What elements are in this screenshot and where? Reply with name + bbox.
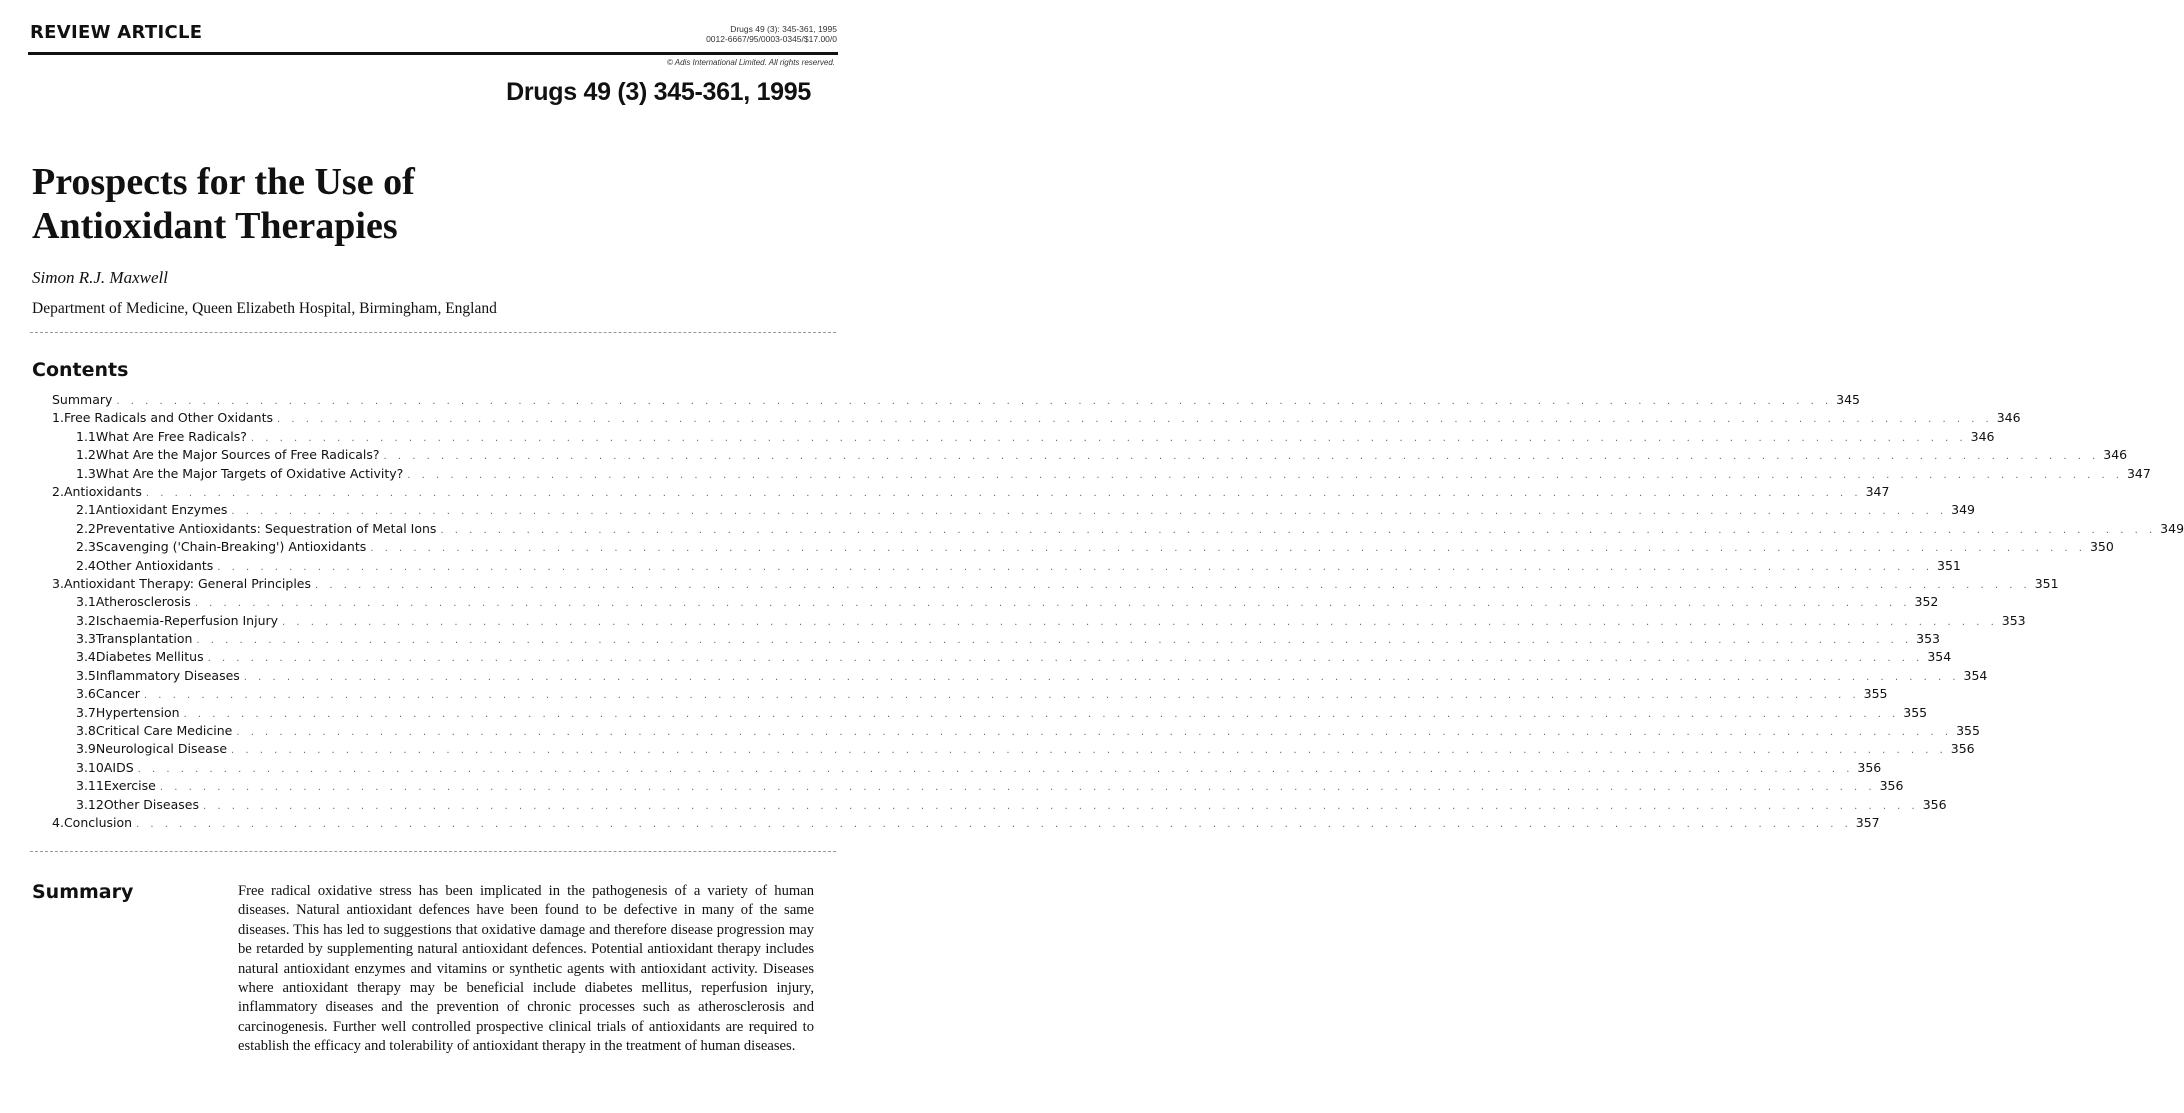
toc-entry-number: 1.1 (76, 428, 96, 444)
toc-entry-page: 352 (1914, 594, 1939, 610)
toc-entry-page: 349 (1951, 502, 1975, 518)
toc-entry-number: 2. (52, 483, 64, 499)
toc-entry-label: Antioxidant Therapy: General Principles (63, 575, 312, 591)
toc-leader-dots: . . . . . . . . . . . . . . . . . . . . . . . . . . . . . . . . . . . . . . . . . . . . . . . . . . . . . . . . . . . . . . . . . . . . . . . . . . . . . . . . . . . . . . . . . . . . . . . . . . . . . . . . . . . . . . . . . . . . . . . . (196, 635, 1913, 647)
toc-entry (52, 447, 2128, 465)
toc-leader-dots: . . . . . . . . . . . . . . . . . . . . . . . . . . . . . . . . . . . . . . . . . . . . . . . . . . . . . . . . . . . . . . . . . . . . . . . . . . . . . . . . . . . . . . . . . . . . . . . . . . . . . . . . . . . . . . . . . . . . . . . . (315, 579, 2031, 591)
journal-meta (706, 24, 837, 44)
toc-entry-page: 357 (1855, 814, 1880, 830)
author-name: Simon R.J. Maxwell (32, 268, 168, 287)
toc-entry-label: Other Diseases (103, 796, 199, 812)
journal-meta-line1: Drugs 49 (3): 345-361, 1995 (730, 24, 837, 34)
article-title: Prospects for the Use of Antioxidant Therapies (32, 161, 415, 247)
toc-leader-dots: . . . . . . . . . . . . . . . . . . . . . . . . . . . . . . . . . . . . . . . . . . . . . . . . . . . . . . . . . . . . . . . . . . . . . . . . . . . . . . . . . . . . . . . . . . . . . . . . . . . . . . . . . . . . . . . . . . . . . . . . (231, 745, 1947, 757)
toc-entry-number: 3.10 (76, 759, 104, 775)
toc-entry-number: 2.2 (76, 520, 96, 536)
toc-entry-page: 346 (1996, 410, 2021, 426)
toc-entry (52, 704, 1928, 723)
toc-entry (52, 557, 1961, 576)
toc-entry (52, 759, 1882, 778)
toc-entry-page: 347 (2126, 465, 2151, 481)
toc-entry-label: AIDS (103, 759, 134, 775)
toc-entry-number: 3.7 (76, 704, 96, 720)
divider-bottom (30, 851, 836, 852)
toc-entry (52, 428, 1995, 447)
toc-entry (52, 594, 1939, 612)
toc-entry (52, 741, 1975, 759)
toc-entry-number: 3.2 (76, 612, 96, 628)
toc-leader-dots: . . . . . . . . . . . . . . . . . . . . . . . . . . . . . . . . . . . . . . . . . . . . . . . . . . . . . . . . . . . . . . . . . . . . . . . . . . . . . . . . . . . . . . . . . . . . . . . . . . . . . . . . . . . . . . . . . . . . . . . . (159, 782, 1876, 794)
toc-entry-page: 355 (1903, 704, 1928, 720)
toc-entry (52, 796, 1947, 815)
toc-entry-number: 2.3 (76, 539, 96, 555)
toc-entry-number: 3.3 (76, 631, 96, 647)
toc-entry-page: 356 (1950, 741, 1975, 757)
toc-entry-page: 356 (1922, 796, 1947, 812)
citation-stamp: Drugs 49 (3) 345-361, 1995 (506, 78, 811, 106)
toc-entry-label: Preventative Antioxidants: Sequestration of Metal Ions (95, 520, 437, 536)
toc-entry-page: 356 (1879, 778, 1904, 794)
toc-entry-label: Antioxidants (63, 483, 142, 499)
toc-leader-dots: . . . . . . . . . . . . . . . . . . . . . . . . . . . . . . . . . . . . . . . . . . . . . . . . . . . . . . . . . . . . . . . . . . . . . . . . . . . . . . . . . . . . . . . . . . . . . . . . . . . . . . . . . . . . . . . . . . . . . . . . (183, 708, 1900, 720)
toc-leader-dots: . . . . . . . . . . . . . . . . . . . . . . . . . . . . . . . . . . . . . . . . . . . . . . . . . . . . . . . . . . . . . . . . . . . . . . . . . . . . . . . . . . . . . . . . . . . . . . . . . . . . . . . . . . . . . . . . . . . . . . . . (116, 396, 1833, 407)
toc-entry (52, 520, 2184, 539)
toc-leader-dots: . . . . . . . . . . . . . . . . . . . . . . . . . . . . . . . . . . . . . . . . . . . . . . . . . . . . . . . . . . . . . . . . . . . . . . . . . . . . . . . . . . . . . . . . . . . . . . . . . . . . . . . . . . . . . . . . . . . . . . . . (145, 487, 1862, 499)
toc-entry (52, 649, 1952, 667)
toc-entry-page: 346 (2103, 447, 2128, 463)
toc-leader-dots: . . . . . . . . . . . . . . . . . . . . . . . . . . . . . . . . . . . . . . . . . . . . . . . . . . . . . . . . . . . . . . . . . . . . . . . . . . . . . . . . . . . . . . . . . . . . . . . . . . . . . . . . . . . . . . . . . . . . . . . . (407, 469, 2123, 481)
toc-entry-label: Critical Care Medicine (95, 723, 233, 739)
toc-entry-number: 3.1 (76, 594, 96, 610)
toc-leader-dots: . . . . . . . . . . . . . . . . . . . . . . . . . . . . . . . . . . . . . . . . . . . . . . . . . . . . . . . . . . . . . . . . . . . . . . . . . . . . . . . . . . . . . . . . . . . . . . . . . . . . . . . . . . . . . . . . . . . . . . . . (217, 561, 1933, 573)
toc-leader-dots: . . . . . . . . . . . . . . . . . . . . . . . . . . . . . . . . . . . . . . . . . . . . . . . . . . . . . . . . . . . . . . . . . . . . . . . . . . . . . . . . . . . . . . . . . . . . . . . . . . . . . . . . . . . . . . . . . . . . . . . . (440, 524, 2157, 536)
toc-entry-page: 347 (1865, 483, 1890, 499)
toc-entry (52, 539, 2114, 557)
summary-heading: Summary (32, 881, 134, 903)
toc-entry-page: 356 (1857, 759, 1882, 775)
toc-entry-number: 3.8 (76, 723, 96, 739)
toc-entry-number: 2.4 (76, 557, 96, 573)
toc-entry (52, 686, 1888, 704)
toc-leader-dots: . . . . . . . . . . . . . . . . . . . . . . . . . . . . . . . . . . . . . . . . . . . . . . . . . . . . . . . . . . . . . . . . . . . . . . . . . . . . . . . . . . . . . . . . . . . . . . . . . . . . . . . . . . . . . . . . . . . . . . . . (282, 616, 1998, 628)
toc-entry-label: Antioxidant Enzymes (95, 502, 228, 518)
toc-entry-number: 3.11 (76, 778, 104, 794)
toc-entry (52, 631, 1940, 649)
toc-entry-label: What Are Free Radicals? (95, 428, 247, 444)
toc-entry-page: 354 (1963, 667, 1988, 683)
toc-leader-dots: . . . . . . . . . . . . . . . . . . . . . . . . . . . . . . . . . . . . . . . . . . . . . . . . . . . . . . . . . . . . . . . . . . . . . . . . . . . . . . . . . . . . . . . . . . . . . . . . . . . . . . . . . . . . . . . . . . . . . . . . (231, 506, 1948, 518)
toc-entry-page: 351 (2034, 575, 2059, 591)
toc-entry-page: 346 (1970, 428, 1995, 444)
table-of-contents (52, 392, 2184, 833)
toc-entry-number: 1.2 (76, 447, 96, 463)
toc-entry-number: 4. (52, 814, 64, 830)
toc-entry-number: 3.12 (76, 796, 104, 812)
toc-entry (52, 612, 2026, 631)
header-rule (28, 52, 838, 55)
toc-entry-number: 1. (52, 410, 64, 426)
toc-leader-dots: . . . . . . . . . . . . . . . . . . . . . . . . . . . . . . . . . . . . . . . . . . . . . . . . . . . . . . . . . . . . . . . . . . . . . . . . . . . . . . . . . . . . . . . . . . . . . . . . . . . . . . . . . . . . . . . . . . . . . . . . (207, 653, 1924, 665)
toc-leader-dots: . . . . . . . . . . . . . . . . . . . . . . . . . . . . . . . . . . . . . . . . . . . . . . . . . . . . . . . . . . . . . . . . . . . . . . . . . . . . . . . . . . . . . . . . . . . . . . . . . . . . . . . . . . . . . . . . . . . . . . . . (243, 671, 1960, 683)
toc-entry (52, 667, 1988, 686)
contents-heading: Contents (32, 359, 129, 381)
toc-entry-label: Free Radicals and Other Oxidants (63, 410, 274, 426)
toc-entry-label: Summary (52, 392, 113, 407)
toc-entry-label: Conclusion (63, 814, 133, 830)
toc-entry-label: Neurological Disease (95, 741, 228, 757)
toc-entry-page: 349 (2160, 520, 2184, 536)
author-affiliation: Department of Medicine, Queen Elizabeth Hospital, Birmingham, England (32, 300, 497, 317)
toc-entry-number: 3.4 (76, 649, 96, 665)
toc-entry-label: Scavenging ('Chain-Breaking') Antioxidants (95, 539, 367, 555)
toc-entry-number: 2.1 (76, 502, 96, 518)
copyright-notice: © Adis International Limited. All rights reserved. (666, 58, 835, 67)
toc-entry-label: What Are the Major Targets of Oxidative Activity? (95, 465, 404, 481)
toc-entry-page: 354 (1927, 649, 1952, 665)
toc-entry-page: 355 (1956, 723, 1980, 739)
toc-entry-page: 350 (2089, 539, 2114, 555)
section-label: REVIEW ARTICLE (30, 22, 203, 43)
toc-entry (52, 410, 2021, 428)
toc-entry-page: 351 (1937, 557, 1961, 573)
toc-entry-number: 3. (52, 575, 64, 591)
toc-leader-dots: . . . . . . . . . . . . . . . . . . . . . . . . . . . . . . . . . . . . . . . . . . . . . . . . . . . . . . . . . . . . . . . . . . . . . . . . . . . . . . . . . . . . . . . . . . . . . . . . . . . . . . . . . . . . . . . . . . . . . . . . (143, 690, 1860, 702)
toc-entry (52, 778, 1904, 796)
toc-entry-label: Atherosclerosis (95, 594, 191, 610)
toc-entry (52, 483, 1890, 502)
toc-entry-label: Ischaemia-Reperfusion Injury (95, 612, 279, 628)
toc-entry-label: What Are the Major Sources of Free Radicals? (95, 447, 380, 463)
toc-entry (52, 502, 1975, 520)
toc-entry-number: 1.3 (76, 465, 96, 481)
toc-leader-dots: . . . . . . . . . . . . . . . . . . . . . . . . . . . . . . . . . . . . . . . . . . . . . . . . . . . . . . . . . . . . . . . . . . . . . . . . . . . . . . . . . . . . . . . . . . . . . . . . . . . . . . . . . . . . . . . . . . . . . . . . (250, 432, 1967, 444)
toc-entry (52, 575, 2059, 594)
journal-meta-line2: 0012-6667/95/0003-0345/$17.00/0 (706, 34, 837, 44)
toc-leader-dots: . . . . . . . . . . . . . . . . . . . . . . . . . . . . . . . . . . . . . . . . . . . . . . . . . . . . . . . . . . . . . . . . . . . . . . . . . . . . . . . . . . . . . . . . . . . . . . . . . . . . . . . . . . . . . . . . . . . . . . . . (137, 763, 1854, 775)
toc-leader-dots: . . . . . . . . . . . . . . . . . . . . . . . . . . . . . . . . . . . . . . . . . . . . . . . . . . . . . . . . . . . . . . . . . . . . . . . . . . . . . . . . . . . . . . . . . . . . . . . . . . . . . . . . . . . . . . . . . . . . . . . . (194, 598, 1911, 610)
toc-entry-label: Hypertension (95, 704, 180, 720)
toc-entry-page: 353 (2001, 612, 2026, 628)
toc-leader-dots: . . . . . . . . . . . . . . . . . . . . . . . . . . . . . . . . . . . . . . . . . . . . . . . . . . . . . . . . . . . . . . . . . . . . . . . . . . . . . . . . . . . . . . . . . . . . . . . . . . . . . . . . . . . . . . . . . . . . . . . . (277, 414, 1993, 426)
toc-entry-page: 353 (1916, 631, 1940, 647)
toc-entry-page: 345 (1836, 392, 1860, 407)
toc-entry (52, 814, 1880, 833)
toc-entry (52, 465, 2151, 484)
toc-entry-number: 3.5 (76, 667, 96, 683)
toc-entry-label: Exercise (103, 778, 156, 794)
summary-text: Free radical oxidative stress has been implicated in the pathogenesis of a variety of human diseases. Natural antioxidant defences have been found to be defective in many of the same diseases. This has led to suggestions that oxidative damage and therefore disease progression may be retarded by supplementing natural antioxidant defences. Potential antioxidant therapy includes natural antioxidant enzymes and vitamins or synthetic agents with antioxidant activity. Diseases where antioxidant therapy may be beneficial include diabetes mellitus, reperfusion injury, inflammatory diseases and the prevention of chronic processes such as atherosclerosis and carcinogenesis. Further well controlled prospective clinical trials of antioxidants are required to establish the efficacy and tolerability of antioxidant therapy in the treatment of human diseases. (238, 883, 814, 1055)
toc-leader-dots: . . . . . . . . . . . . . . . . . . . . . . . . . . . . . . . . . . . . . . . . . . . . . . . . . . . . . . . . . . . . . . . . . . . . . . . . . . . . . . . . . . . . . . . . . . . . . . . . . . . . . . . . . . . . . . . . . . . . . . . . (370, 543, 2086, 555)
toc-entry-number: 3.6 (76, 686, 96, 702)
toc-entry-label: Transplantation (95, 631, 193, 647)
toc-entry (52, 723, 1980, 741)
toc-entry-label: Diabetes Mellitus (95, 649, 204, 665)
toc-entry-label: Cancer (95, 686, 140, 702)
toc-entry-label: Inflammatory Diseases (95, 667, 240, 683)
toc-leader-dots: . . . . . . . . . . . . . . . . . . . . . . . . . . . . . . . . . . . . . . . . . . . . . . . . . . . . . . . . . . . . . . . . . . . . . . . . . . . . . . . . . . . . . . . . . . . . . . . . . . . . . . . . . . . . . . . . . . . . . . . . (203, 800, 1919, 812)
toc-leader-dots: . . . . . . . . . . . . . . . . . . . . . . . . . . . . . . . . . . . . . . . . . . . . . . . . . . . . . . . . . . . . . . . . . . . . . . . . . . . . . . . . . . . . . . . . . . . . . . . . . . . . . . . . . . . . . . . . . . . . . . . . (136, 818, 1852, 830)
divider-top (30, 332, 836, 333)
toc-entry (52, 392, 1860, 410)
toc-entry-page: 355 (1863, 686, 1888, 702)
toc-leader-dots: . . . . . . . . . . . . . . . . . . . . . . . . . . . . . . . . . . . . . . . . . . . . . . . . . . . . . . . . . . . . . . . . . . . . . . . . . . . . . . . . . . . . . . . . . . . . . . . . . . . . . . . . . . . . . . . . . . . . . . . . (236, 727, 1953, 739)
toc-entry-label: Other Antioxidants (95, 557, 214, 573)
toc-leader-dots: . . . . . . . . . . . . . . . . . . . . . . . . . . . . . . . . . . . . . . . . . . . . . . . . . . . . . . . . . . . . . . . . . . . . . . . . . . . . . . . . . . . . . . . . . . . . . . . . . . . . . . . . . . . . . . . . . . . . . . . . (383, 451, 2100, 463)
toc-entry-number: 3.9 (76, 741, 96, 757)
